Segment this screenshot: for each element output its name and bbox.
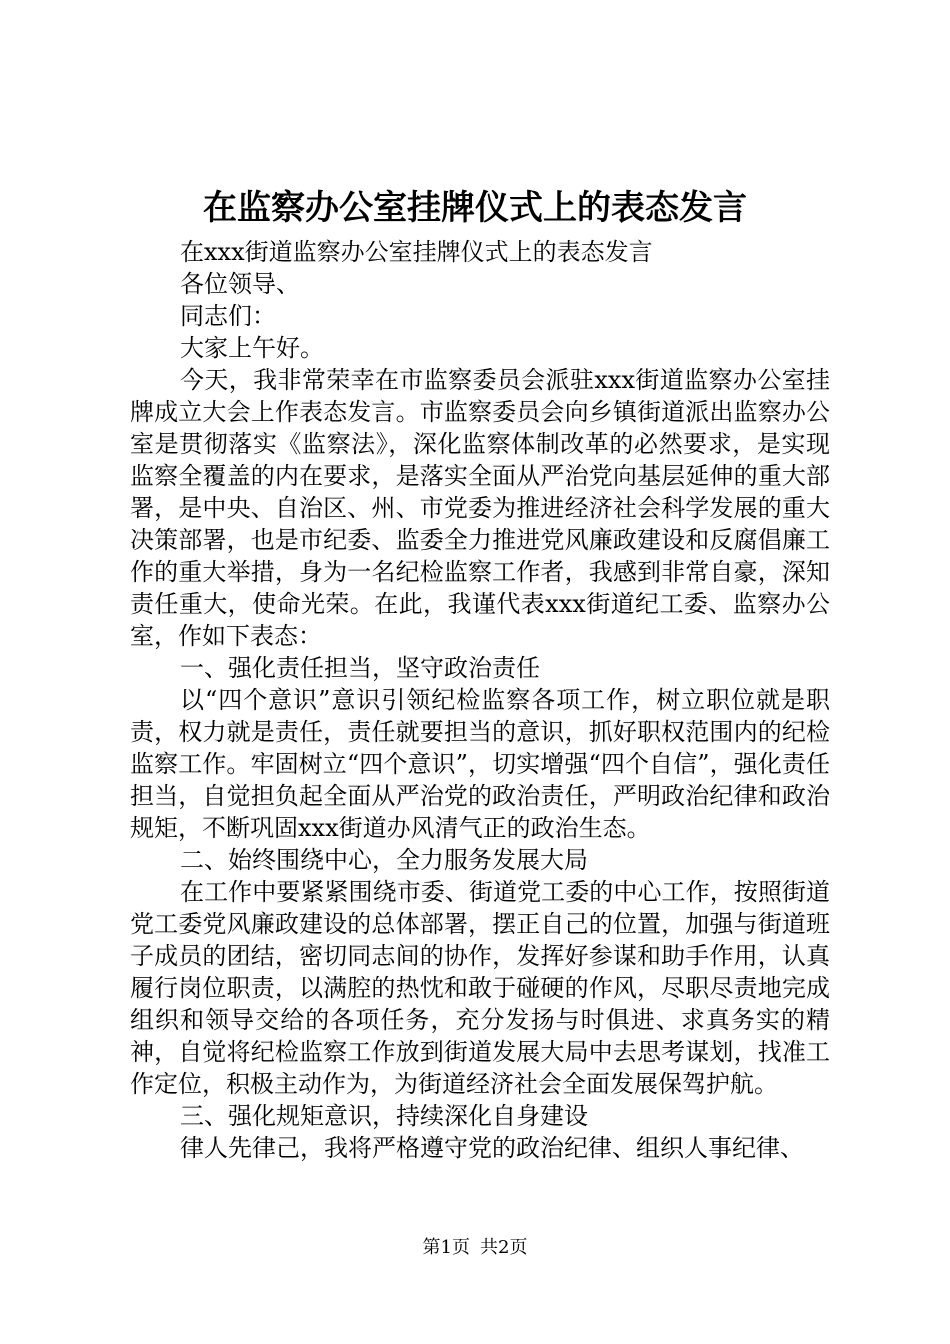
section-heading-3: 三、强化规矩意识，持续深化自身建设 xyxy=(180,1102,588,1130)
section-body-1: 以“四个意识”意识引领纪检监察各项工作，树立职位就是职责，权力就是责任，责任就要担当的意识，抓好职权范围内的纪检监察工作。牢固树立“四个意识”，切实增强“四个自信”，强化责任担当，自觉担负起全面从严治党的政治责任，严明政治纪律和政治规矩，不断巩固xxx街道办风清气正的政治生态。 xyxy=(130,686,830,842)
paragraph-salutation-comrades: 同志们： xyxy=(180,302,276,330)
section-body-3: 律人先律己，我将严格遵守党的政治纪律、组织人事纪律、 xyxy=(180,1134,804,1162)
paragraph-salutation-leaders: 各位领导、 xyxy=(180,270,300,298)
page-total: 共2页 xyxy=(480,1237,528,1258)
document-body xyxy=(130,236,830,1164)
paragraph-greeting: 大家上午好。 xyxy=(180,334,324,362)
page-number: 第1页 xyxy=(422,1237,470,1258)
section-heading-2: 二、始终围绕中心，全力服务发展大局 xyxy=(180,846,588,874)
paragraph-intro: 今天，我非常荣幸在市监察委员会派驻xxx街道监察办公室挂牌成立大会上作表态发言。市监察委员会向乡镇街道派出监察办公室是贯彻落实《监察法》，深化监察体制改革的必然要求，是实现监察全覆盖的内在要求，是落实全面从严治党向基层延伸的重大部署，是中央、自治区、州、市党委为推进经济社会科学发展的重大决策部署，也是市纪委、监委全力推进党风廉政建设和反腐倡廉工作的重大举措，身为一名纪检监察工作者，我感到非常自豪，深知责任重大，使命光荣。在此，我谨代表xxx街道纪工委、监察办公室，作如下表态： xyxy=(130,366,830,650)
document-title: 在监察办公室挂牌仪式上的表态发言 xyxy=(203,188,747,228)
section-body-2: 在工作中要紧紧围绕市委、街道党工委的中心工作，按照街道党工委党风廉政建设的总体部署，摆正自己的位置，加强与街道班子成员的团结，密切同志间的协作，发挥好参谋和助手作用，认真履行岗位职责，以满腔的热忱和敢于碰硬的作风，尽职尽责地完成组织和领导交给的各项任务，充分发扬与时俱进、求真务实的精神，自觉将纪检监察工作放到街道发展大局中去思考谋划，找准工作定位，积极主动作为，为街道经济社会全面发展保驾护航。 xyxy=(130,878,830,1098)
page-footer xyxy=(0,1236,950,1260)
section-heading-1: 一、强化责任担当，坚守政治责任 xyxy=(180,654,540,682)
paragraph-subtitle: 在xxx街道监察办公室挂牌仪式上的表态发言 xyxy=(180,238,653,266)
